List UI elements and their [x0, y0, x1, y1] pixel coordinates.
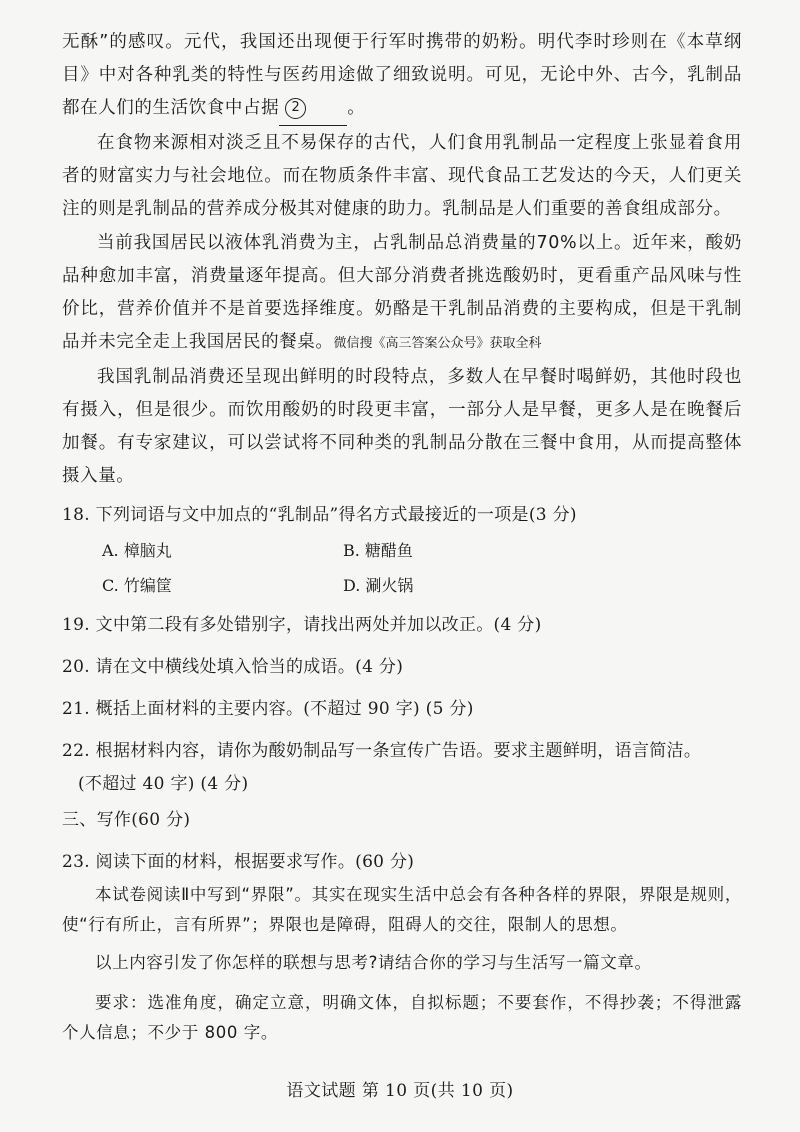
essay-requirements: 要求：选准角度，确定立意，明确文体，自拟标题；不要套作，不得抄袭；不得泄露个人信息；不少于 800 字。	[62, 993, 742, 1042]
option-b: B. 糖醋鱼	[343, 541, 413, 560]
essay-material: 本试卷阅读Ⅱ中写到“界限”。其实在现实生活中总会有各种各样的界限，界限是规则，使“行有所止，言有所界”；界限也是障碍，阻碍人的交往，限制人的思想。	[62, 885, 742, 934]
question-18	[62, 503, 742, 597]
question-text: 21. 概括上面材料的主要内容。(不超过 90 字) (5 分)	[62, 699, 474, 719]
fill-blank	[279, 92, 347, 126]
passage-paragraph-4: 我国乳制品消费还呈现出鲜明的时段特点，多数人在早餐时喝鲜奶，其他时段也有摄入，但是很少。而饮用酸奶的时段更丰富，一部分人是早餐，更多人是在晚餐后加餐。有专家建议，可以尝试将不同种类的乳制品分散在三餐中食用，从而提高整体摄入量。	[62, 367, 742, 486]
question-20	[62, 655, 742, 679]
section-heading: 三、写作(60 分)	[62, 810, 191, 830]
passage-paragraph-3	[62, 227, 742, 360]
option-a: A. 樟脑丸	[102, 541, 172, 560]
question-text: 19. 文中第二段有多处错别字，请找出两处并加以改正。(4 分)	[62, 615, 542, 635]
question-23	[62, 850, 742, 1048]
question-19	[62, 613, 742, 637]
answer-options	[102, 540, 742, 597]
question-sub-text: (不超过 40 字) (4 分)	[78, 774, 249, 794]
question-text: 23. 阅读下面的材料，根据要求写作。(60 分)	[62, 852, 415, 872]
page-footer: 语文试题 第 10 页(共 10 页)	[286, 1081, 514, 1101]
passage-paragraph-2: 在食物来源相对淡乏且不易保存的古代，人们食用乳制品一定程度上张显着食用者的财富实力与社会地位。而在物质条件丰富、现代食品工艺发达的今天，人们更关注的则是乳制品的营养成分极其对健康的助力。乳制品是人们重要的善食组成部分。	[62, 133, 742, 219]
passage-text: 。	[347, 98, 366, 118]
question-text: 20. 请在文中横线处填入恰当的成语。(4 分)	[62, 657, 404, 677]
question-22	[62, 739, 742, 796]
watermark-note: 微信搜《高三答案公众号》获取全科	[333, 336, 542, 351]
question-21	[62, 697, 742, 721]
passage-paragraph-1	[62, 26, 742, 126]
essay-prompt: 以上内容引发了你怎样的联想与思考?请结合你的学习与生活写一篇文章。	[95, 953, 652, 972]
option-c: C. 竹编筐	[102, 576, 172, 595]
question-text: 18. 下列词语与文中加点的“乳制品”得名方式最接近的一项是(3 分)	[62, 505, 577, 525]
section-3-heading-block	[62, 808, 742, 832]
passage-text: 无酥”的感叹。元代，我国还出现便于行军时携带的奶粉。明代李时珍则在《本草纲目》中对各种乳类的特性与医药用途做了细致说明。可见，无论中外、古今，乳制品都在人们的生活饮食中占据	[62, 32, 742, 118]
blank-number: 2	[285, 98, 306, 119]
passage-text: 当前我国居民以液体乳消费为主，占乳制品总消费量的70%以上。近年来，酸奶品种愈加丰富，消费量逐年提高。但大部分消费者挑选酸奶时，更看重产品风味与性价比，营养价值并不是首要选择维度。奶酪是干乳制品消费的主要构成，但是干乳制品并未完全走上我国居民的餐桌。	[62, 233, 742, 352]
option-d: D. 涮火锅	[343, 576, 414, 595]
question-text: 22. 根据材料内容，请你为酸奶制品写一条宣传广告语。要求主题鲜明，语言简洁。	[62, 741, 702, 761]
